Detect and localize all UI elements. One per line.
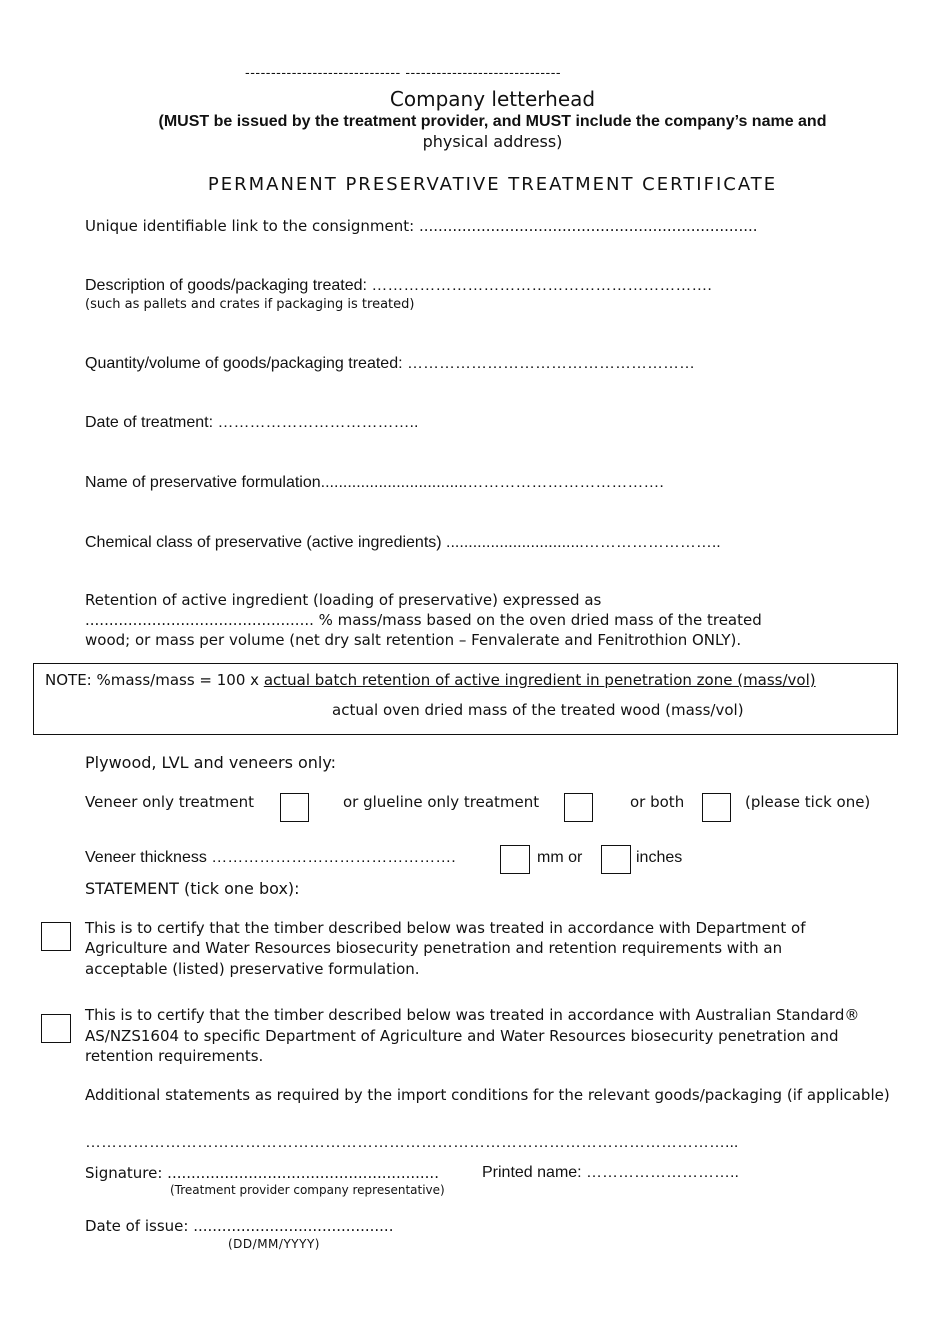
- description-field[interactable]: Description of goods/packaging treated: ……………………………………………………….: [85, 277, 712, 294]
- note-numerator: actual batch retention of active ingredient in penetration zone (mass/vol): [263, 671, 816, 689]
- veneer-thickness-mm-box[interactable]: [500, 845, 530, 874]
- retention-line3: wood; or mass per volume (net dry salt retention – Fenvalerate and Fenitrothion ONLY).: [85, 631, 742, 649]
- page-title: PERMANENT PRESERVATIVE TREATMENT CERTIFICATE: [207, 174, 778, 195]
- company-letterhead: Company letterhead: [389, 87, 596, 111]
- veneer-only-checkbox[interactable]: [280, 793, 309, 822]
- glueline-only-checkbox[interactable]: [564, 793, 593, 822]
- retention-field[interactable]: ................................................ % mass/mass based on the oven dried mass of the treated: [85, 611, 762, 629]
- tick-one-label: (please tick one): [745, 793, 871, 811]
- date-of-treatment-field[interactable]: Date of treatment: ………………………………..: [85, 414, 419, 431]
- chemical-class-field[interactable]: Chemical class of preservative (active ingredients) ...............................……………………..: [85, 534, 721, 551]
- statement-1-line2: Agriculture and Water Resources biosecurity penetration and retention requirements with an: [85, 939, 783, 957]
- date-of-issue-field[interactable]: Date of issue: ..........................................: [85, 1217, 394, 1235]
- letterhead-requirement-line2: physical address): [422, 132, 563, 151]
- additional-statements-field[interactable]: …………………………………………………………………………………………………………...: [85, 1134, 739, 1151]
- glueline-only-label: or glueline only treatment: [343, 793, 540, 811]
- letterhead-requirement-line1: (MUST be issued by the treatment provider, and MUST include the company’s name and: [158, 113, 827, 130]
- preservative-name-field[interactable]: Name of preservative formulation.................................……………………………….: [85, 474, 664, 491]
- note-box: [33, 663, 898, 735]
- statement-heading: STATEMENT (tick one box):: [85, 879, 300, 898]
- signature-note: (Treatment provider company representative): [170, 1183, 445, 1197]
- note-formula: [45, 671, 816, 689]
- note-denominator: actual oven dried mass of the treated wood (mass/vol): [332, 701, 744, 719]
- retention-line1: Retention of active ingredient (loading of preservative) expressed as: [85, 591, 602, 609]
- veneer-thickness-label: Veneer thickness ……………………………………….: [85, 849, 456, 866]
- date-format-hint: (DD/MM/YYYY): [228, 1237, 320, 1251]
- description-note: (such as pallets and crates if packaging is treated): [85, 297, 415, 312]
- or-both-label: or both: [630, 793, 685, 811]
- statement-2-checkbox[interactable]: [41, 1014, 71, 1043]
- inches-label: inches: [636, 849, 683, 866]
- signature-field[interactable]: Signature: .........................................................: [85, 1164, 439, 1182]
- quantity-field[interactable]: Quantity/volume of goods/packaging treated: ………………………………………………: [85, 355, 695, 372]
- statement-1-checkbox[interactable]: [41, 922, 71, 951]
- veneer-thickness-inches-box[interactable]: [601, 845, 631, 874]
- statement-2-line1: This is to certify that the timber described below was treated in accordance with Australian Standard®: [85, 1006, 860, 1024]
- statement-2-line2: AS/NZS1604 to specific Department of Agriculture and Water Resources biosecurity penetration and: [85, 1027, 839, 1045]
- statement-1-line3: acceptable (listed) preservative formulation.: [85, 960, 420, 978]
- veneer-only-label: Veneer only treatment: [85, 793, 254, 811]
- additional-statements-label: Additional statements as required by the import conditions for the relevant goods/packaging (if applicable): [85, 1086, 890, 1104]
- both-checkbox[interactable]: [702, 793, 731, 822]
- plywood-heading: Plywood, LVL and veneers only:: [85, 753, 337, 772]
- statement-1-line1: This is to certify that the timber described below was treated in accordance with Department of: [85, 919, 806, 937]
- header-rule-line: ------------------------------ ------------------------------: [245, 66, 562, 81]
- printed-name-field[interactable]: Printed name: ………………………..: [482, 1164, 739, 1181]
- consignment-field[interactable]: Unique identifiable link to the consignment: .......................................................................: [85, 217, 758, 235]
- mm-or-label: mm or: [537, 849, 583, 866]
- note-prefix: NOTE: %mass/mass = 100 x: [45, 671, 264, 689]
- statement-2-line3: retention requirements.: [85, 1047, 264, 1065]
